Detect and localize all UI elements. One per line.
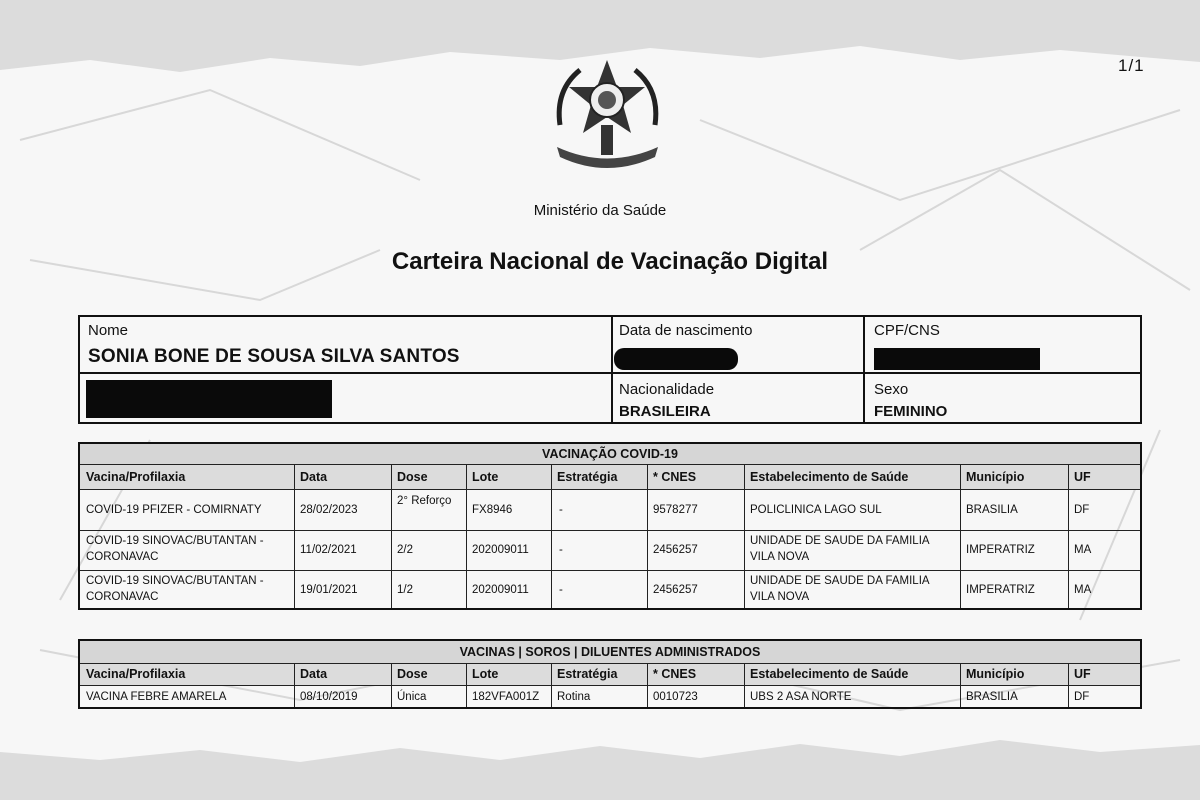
cell-cnes: 0010723: [653, 691, 698, 703]
column-divider: [960, 664, 961, 707]
cell-cnes: 2456257: [653, 544, 698, 556]
cell-estrategia: Rotina: [557, 691, 591, 703]
header-estabelecimento: Estabelecimento de Saúde: [750, 470, 909, 484]
redacted-field: [86, 380, 332, 418]
cell-uf: DF: [1074, 691, 1090, 703]
row-divider: [80, 489, 1140, 490]
header-data: Data: [300, 667, 328, 681]
header-cnes: * CNES: [653, 470, 697, 484]
header-municipio: Município: [966, 667, 1025, 681]
column-divider: [294, 465, 295, 608]
sex-value: FEMININO: [874, 403, 948, 420]
header-lote: Lote: [472, 470, 499, 484]
cell-cnes: 2456257: [653, 584, 698, 596]
column-divider: [744, 664, 745, 707]
name-label: Nome: [88, 322, 129, 339]
identification-box: [78, 315, 1142, 424]
cell-estrategia: -: [559, 584, 563, 596]
nationality-value: BRASILEIRA: [619, 403, 711, 420]
cell-vacina: COVID-19 SINOVAC/BUTANTAN - CORONAVAC: [86, 575, 264, 603]
column-divider: [744, 465, 745, 608]
header-dose: Dose: [397, 667, 428, 681]
divider: [863, 317, 865, 422]
table-title: VACINAS | SOROS | DILUENTES ADMINISTRADOS: [80, 641, 1140, 663]
cell-estabelecimento: UNIDADE DE SAUDE DA FAMILIA VILA NOVA: [750, 535, 929, 563]
column-divider: [960, 465, 961, 608]
header-vacina: Vacina/Profilaxia: [86, 470, 186, 484]
cell-municipio: IMPERATRIZ: [966, 584, 1035, 596]
cell-municipio: IMPERATRIZ: [966, 544, 1035, 556]
cell-uf: MA: [1074, 544, 1092, 556]
ministry-name: Ministério da Saúde: [533, 202, 667, 219]
cell-municipio: BRASILIA: [966, 504, 1018, 516]
column-divider: [1068, 465, 1069, 608]
row-divider: [80, 570, 1140, 571]
cell-uf: MA: [1074, 584, 1092, 596]
cell-dose: 2/2: [397, 544, 413, 556]
cell-lote: 182VFA001Z: [472, 691, 540, 703]
column-divider: [647, 465, 648, 608]
cell-estrategia: -: [559, 544, 563, 556]
nationality-label: Nacionalidade: [619, 381, 715, 398]
birth-date-label: Data de nascimento: [619, 322, 753, 339]
column-divider: [647, 664, 648, 707]
cell-vacina: VACINA FEBRE AMARELA: [86, 691, 227, 703]
header-dose: Dose: [397, 470, 428, 484]
cpf-cns-label: CPF/CNS: [874, 322, 940, 339]
document-title: Carteira Nacional de Vacinação Digital: [391, 248, 829, 275]
column-divider: [466, 664, 467, 707]
header-estabelecimento: Estabelecimento de Saúde: [750, 667, 909, 681]
cell-dose: 2° Reforço: [397, 495, 452, 507]
covid-vaccination-table: [78, 442, 1142, 610]
header-cnes: * CNES: [653, 667, 697, 681]
cell-lote: FX8946: [472, 504, 513, 516]
redacted-cpf-cns: [874, 348, 1040, 370]
divider: [611, 317, 613, 422]
cell-data: 08/10/2019: [300, 691, 358, 703]
column-divider: [1068, 664, 1069, 707]
name-value: SONIA BONE DE SOUSA SILVA SANTOS: [88, 346, 460, 367]
cell-uf: DF: [1074, 504, 1090, 516]
row-divider: [80, 685, 1140, 686]
column-divider: [551, 465, 552, 608]
column-divider: [391, 465, 392, 608]
header-data: Data: [300, 470, 328, 484]
column-divider: [391, 664, 392, 707]
sex-label: Sexo: [874, 381, 909, 398]
column-divider: [466, 465, 467, 608]
cell-data: 11/02/2021: [300, 544, 357, 556]
coat-of-arms-seal: [545, 55, 670, 175]
header-estrategia: Estratégia: [557, 470, 618, 484]
row-divider: [80, 530, 1140, 531]
page-number: 1/1: [1118, 56, 1145, 75]
cell-estabelecimento: POLICLINICA LAGO SUL: [750, 504, 882, 516]
header-uf: UF: [1074, 667, 1091, 681]
header-lote: Lote: [472, 667, 499, 681]
header-uf: UF: [1074, 470, 1091, 484]
cell-data: 28/02/2023: [300, 504, 358, 516]
redacted-birth-date: [614, 348, 738, 370]
cell-vacina: COVID-19 PFIZER - COMIRNATY: [86, 504, 262, 516]
other-vaccines-table: [78, 639, 1142, 709]
cell-cnes: 9578277: [653, 504, 698, 516]
header-vacina: Vacina/Profilaxia: [86, 667, 186, 681]
cell-estabelecimento: UNIDADE DE SAUDE DA FAMILIA VILA NOVA: [750, 575, 929, 603]
cell-municipio: BRASILIA: [966, 691, 1018, 703]
cell-dose: 1/2: [397, 584, 413, 596]
column-divider: [551, 664, 552, 707]
table-title: VACINAÇÃO COVID-19: [80, 444, 1140, 464]
cell-estrategia: -: [559, 504, 563, 516]
cell-dose: Única: [397, 691, 427, 703]
cell-data: 19/01/2021: [300, 584, 358, 596]
cell-estabelecimento: UBS 2 ASA NORTE: [750, 691, 852, 703]
cell-lote: 202009011: [472, 544, 529, 556]
cell-lote: 202009011: [472, 584, 529, 596]
column-divider: [294, 664, 295, 707]
header-municipio: Município: [966, 470, 1025, 484]
cell-vacina: COVID-19 SINOVAC/BUTANTAN - CORONAVAC: [86, 535, 264, 563]
divider: [80, 372, 1140, 374]
header-estrategia: Estratégia: [557, 667, 618, 681]
